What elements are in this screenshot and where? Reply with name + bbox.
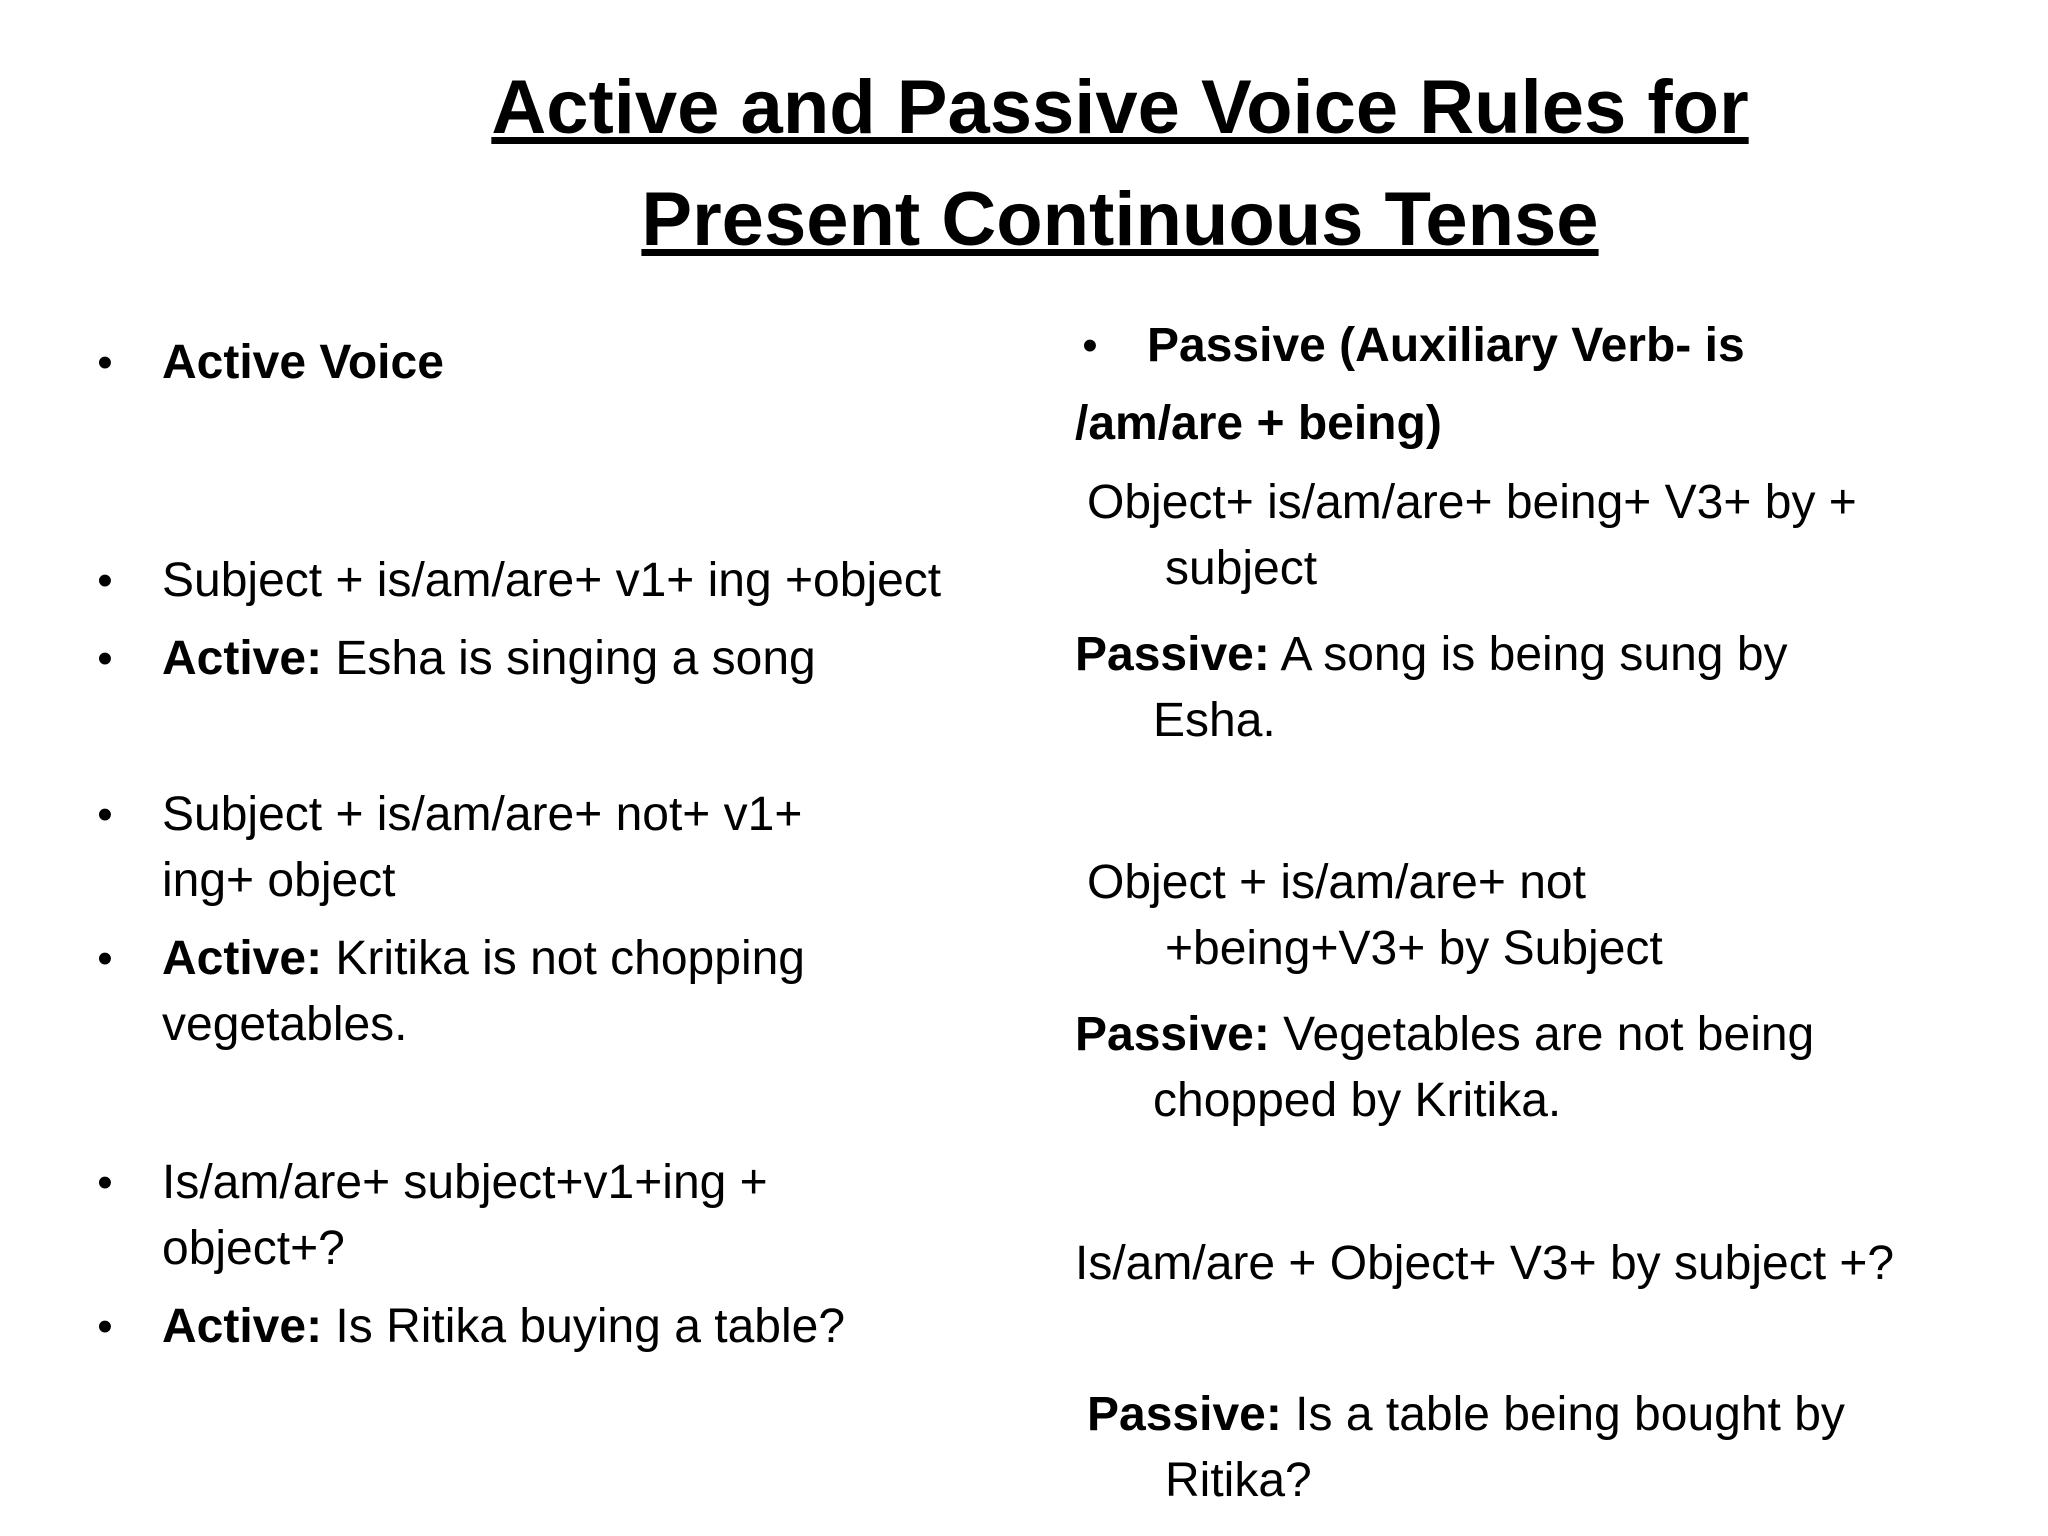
active-example-3-label: Active: [162, 1300, 323, 1353]
passive-example-3-text: Is a table being bought by Ritika? [1165, 1388, 1845, 1507]
slide-title [440, 52, 1800, 276]
bullet-icon: • [97, 338, 113, 387]
active-heading: Active Voice [162, 336, 444, 389]
passive-rule-2: Object + is/am/are+ not +being+V3+ by Subject [1087, 856, 1663, 975]
passive-rule-3: Is/am/are + Object+ V3+ by subject +? [1075, 1237, 1895, 1290]
title-line-1: Active and Passive Voice Rules for [491, 65, 1749, 150]
bullet-icon: • [97, 1158, 113, 1207]
passive-example-2-label: Passive: [1075, 1008, 1270, 1061]
active-example-1-text: Esha is singing a song [322, 632, 816, 685]
passive-heading-line-2-row [1075, 391, 1975, 457]
bullet-icon: • [97, 634, 113, 683]
passive-rule-1: Object+ is/am/are+ being+ V3+ by + subject [1087, 476, 1857, 595]
passive-heading-line-1: Passive (Auxiliary Verb- is [1147, 319, 1745, 372]
bullet-icon: • [97, 790, 113, 839]
passive-example-1-text: A song is being sung by Esha. [1153, 628, 1788, 747]
active-rule-1: Subject + is/am/are+ v1+ ing +object [162, 554, 942, 607]
passive-rule-1-item [1075, 470, 1955, 602]
active-example-3-text: Is Ritika buying a table? [322, 1300, 846, 1353]
passive-example-3-item [1075, 1382, 1935, 1514]
bullet-icon: • [97, 556, 113, 605]
active-example-2-text: Kritika is not chopping vegetables. [162, 932, 805, 1051]
active-example-1-label: Active: [162, 632, 323, 685]
passive-rule-2-item [1075, 850, 1715, 982]
passive-heading-line-2: /am/are + being) [1075, 397, 1442, 450]
passive-example-3-label: Passive: [1087, 1388, 1282, 1441]
bullet-icon: • [97, 934, 113, 983]
active-example-2-label: Active: [162, 932, 323, 985]
passive-example-2-item [1075, 1002, 1895, 1134]
active-rule-2: Subject + is/am/are+ not+ v1+ ing+ object [162, 788, 803, 907]
passive-rule-3-item [1075, 1231, 1935, 1297]
bullet-icon: • [97, 1302, 113, 1351]
passive-example-1-item [1075, 622, 1875, 754]
active-rule-3: Is/am/are+ subject+v1+ing + object+? [162, 1156, 768, 1275]
passive-example-2-text: Vegetables are not being chopped by Kritika. [1153, 1008, 1815, 1127]
bullet-icon: • [1082, 321, 1098, 370]
title-line-2: Present Continuous Tense [641, 177, 1599, 262]
passive-example-1-label: Passive: [1075, 628, 1270, 681]
